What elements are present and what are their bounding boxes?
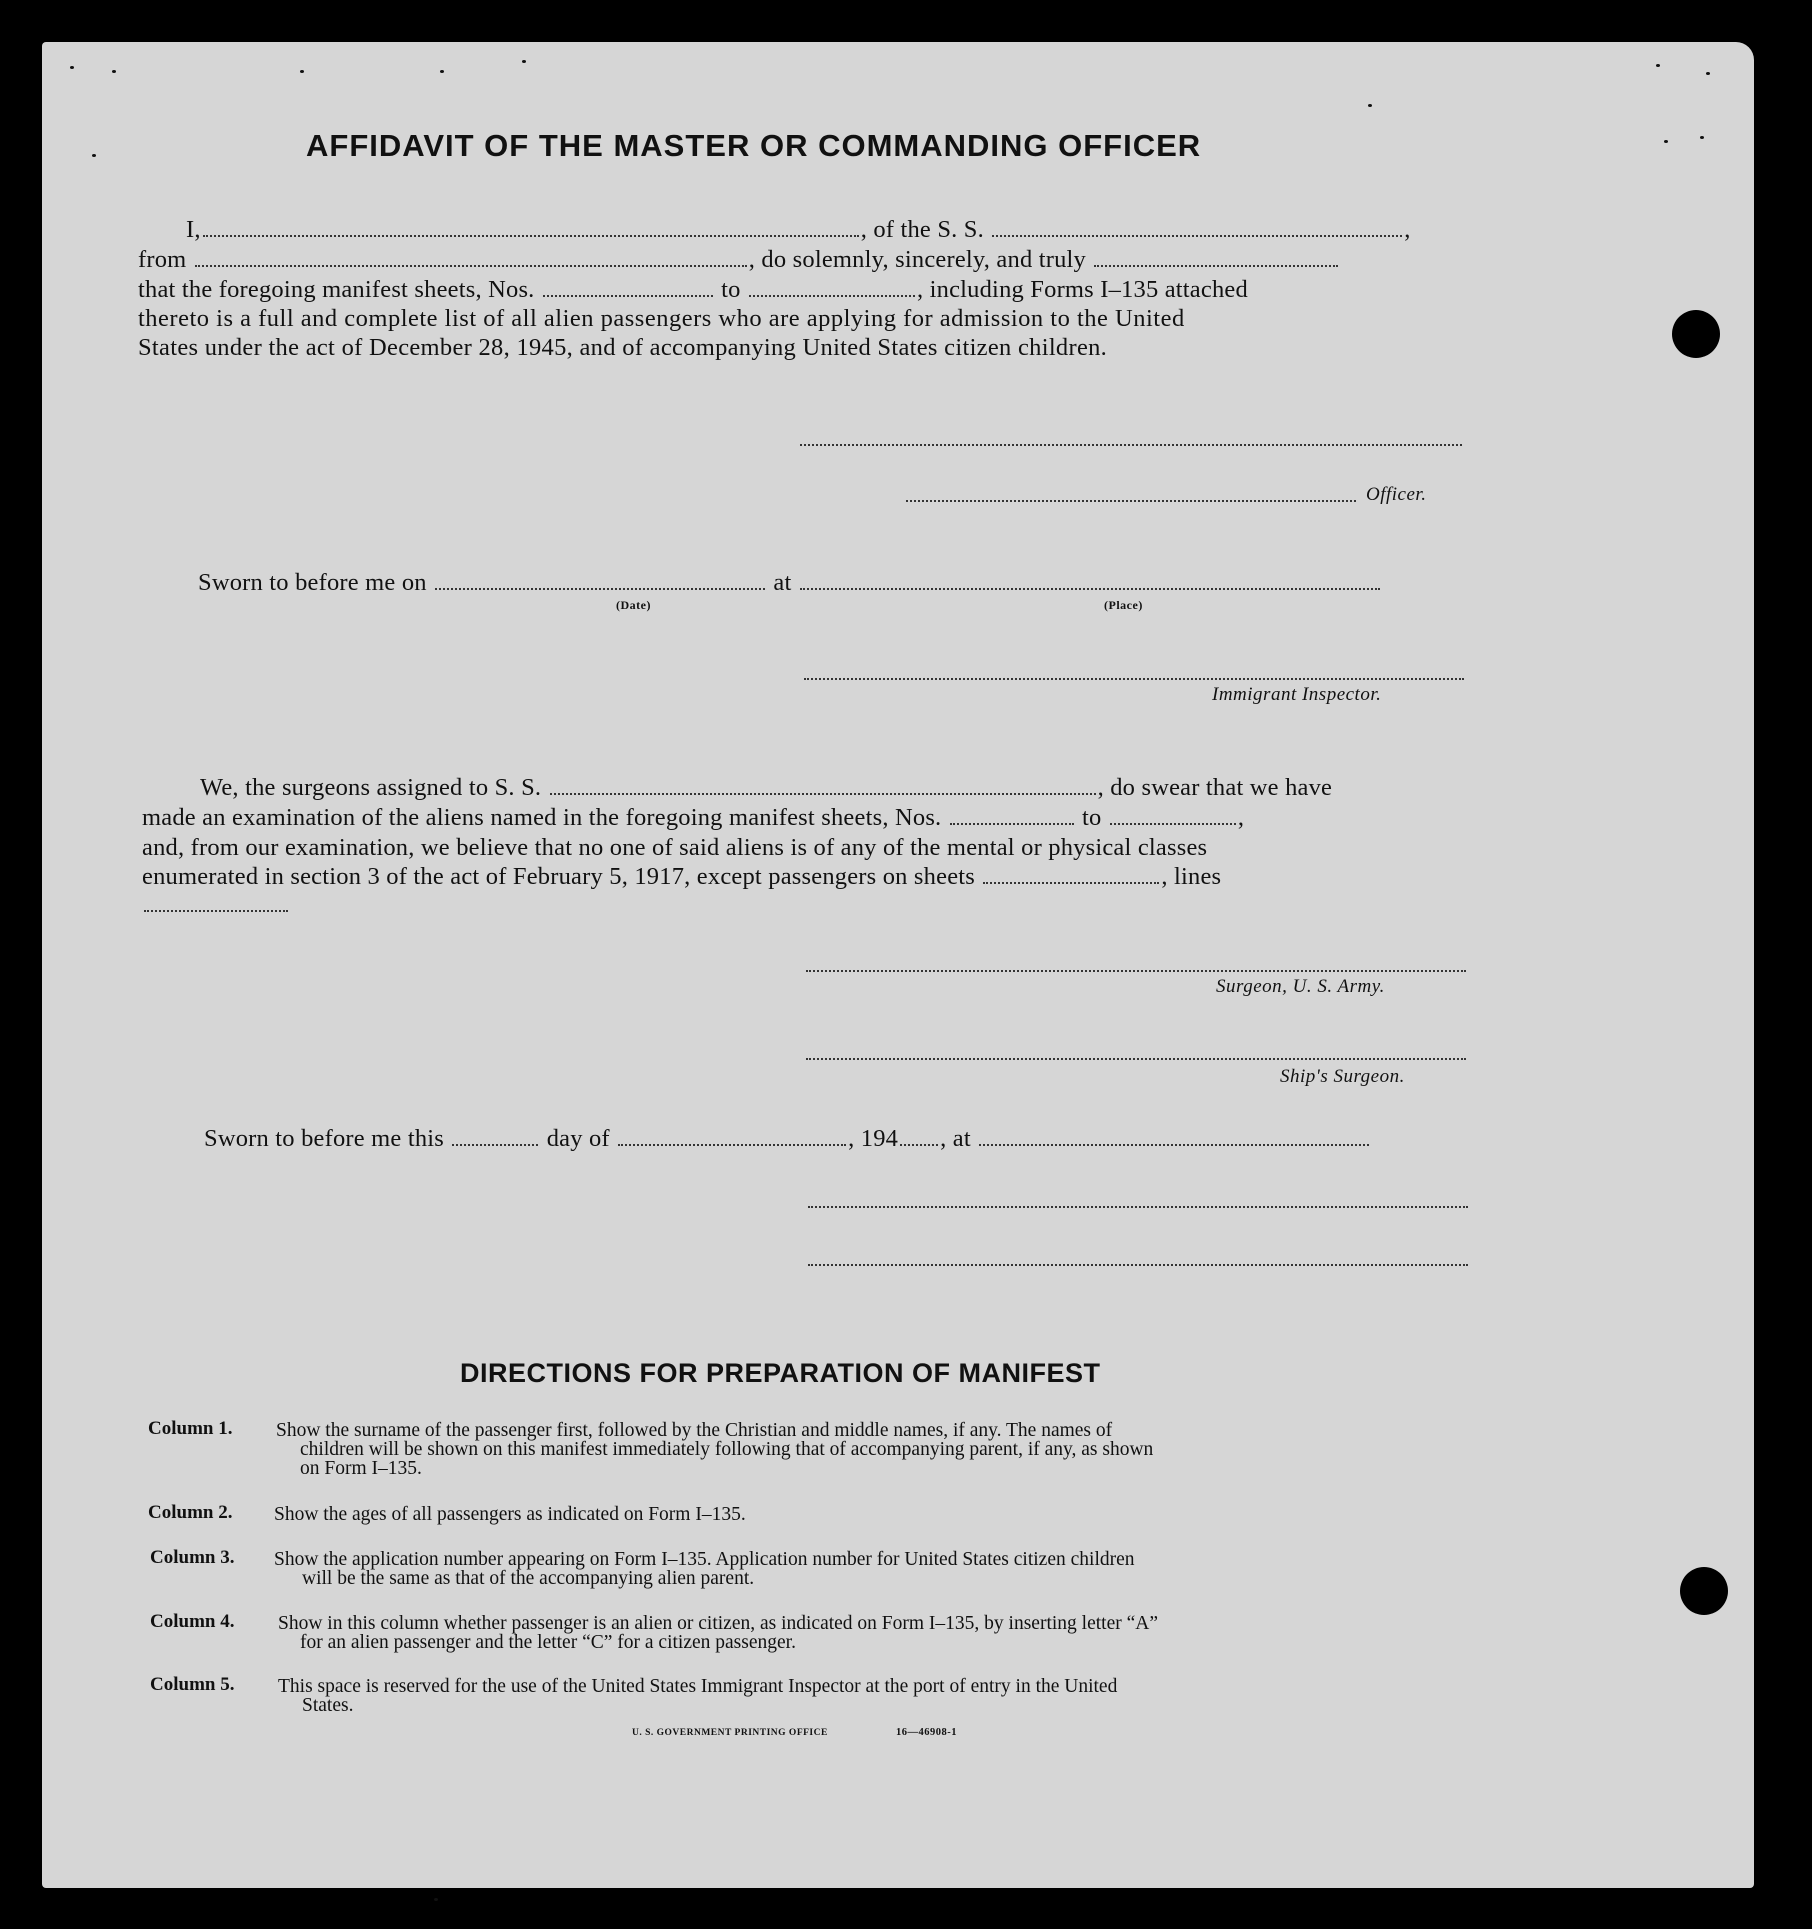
officer-signature-line[interactable] [800,444,1462,446]
surgeons-ship-field[interactable] [550,792,1096,795]
speck [434,1898,438,1901]
affidavit-line-4: thereto is a full and complete list of all alien passengers who are applying for admission to the United [138,305,1185,332]
speck [300,70,304,73]
text: I, [186,216,201,243]
direction-text: will be the same as that of the accompanying alien parent. [302,1568,755,1589]
speck [522,60,526,63]
speck [440,70,444,73]
column-label: Column 2. [148,1502,233,1523]
punch-hole-bottom [1680,1567,1728,1615]
sheets-to-field[interactable] [749,294,915,297]
text: , [1237,804,1245,831]
sworn-place-field[interactable] [800,587,1380,590]
text: made an examination of the aliens named in the foregoing manifest sheets, Nos. [142,804,942,831]
speck [112,70,116,73]
column-label: Column 4. [150,1611,235,1632]
text: day of [546,1125,610,1152]
place-caption: (Place) [1104,598,1143,612]
except-lines-field[interactable] [144,910,288,912]
sheets-from-field[interactable] [543,294,713,297]
army-surgeon-label: Surgeon, U. S. Army. [1216,976,1385,997]
officer-label: Officer. [1366,484,1427,505]
text: We, the surgeons assigned to S. S. [200,774,542,801]
officer-title-line[interactable] [906,500,1356,502]
inspector-signature-line[interactable] [804,678,1464,680]
text: at [773,569,792,596]
affidavit-line-3 [138,276,1248,304]
surgeons-sheets-from-field[interactable] [950,822,1074,825]
directions-title: DIRECTIONS FOR PREPARATION OF MANIFEST [460,1358,1101,1388]
column-label: Column 5. [150,1674,235,1695]
surgeons-line-1 [200,774,1332,802]
army-surgeon-signature-line[interactable] [806,970,1466,972]
direction-text: children will be shown on this manifest immediately following that of accompanying parent, if any, as shown [300,1439,1154,1460]
direction-text: Show the application number appearing on Form I–135. Application number for United States citizen children [274,1549,1135,1570]
text: , 194 [848,1125,899,1152]
direction-text: for an alien passenger and the letter “C” for a citizen passenger. [300,1632,796,1653]
text: to [721,276,741,303]
text: , of the S. S. [860,216,984,243]
direction-text: Show the surname of the passenger first, followed by the Christian and middle names, if any. The names of [276,1420,1113,1441]
text: Sworn to before me on [198,569,427,596]
master-name-field[interactable] [203,234,859,237]
affidavit-line-5: States under the act of December 28, 1945, and of accompanying United States citizen children. [138,334,1108,361]
ship-name-field[interactable] [992,234,1402,237]
date-caption: (Date) [616,598,651,612]
direction-text: States. [302,1695,354,1716]
speck [1656,64,1660,67]
surgeons-line-2 [142,804,1244,832]
except-sheets-field[interactable] [983,881,1159,884]
speck [1664,140,1668,143]
official-signature-line-1[interactable] [808,1206,1468,1208]
printer-imprint: U. S. GOVERNMENT PRINTING OFFICE [632,1728,828,1738]
speck [92,154,96,157]
sworn-year-field[interactable] [900,1143,938,1146]
direction-text: Show the ages of all passengers as indicated on Form I–135. [274,1504,746,1525]
direction-text: This space is reserved for the use of the United States Immigrant Inspector at the port of entry in the United [278,1676,1118,1697]
speck [70,66,74,69]
text: that the foregoing manifest sheets, Nos. [138,276,535,303]
text: , at [940,1125,971,1152]
surgeons-line-4 [142,863,1221,891]
affidavit-title: AFFIDAVIT OF THE MASTER OR COMMANDING OFFICER [306,128,1202,163]
text: , [1404,216,1411,243]
speck [1368,104,1372,107]
text: to [1082,804,1102,831]
sworn-month-field[interactable] [618,1143,846,1146]
sworn-place-field-2[interactable] [979,1143,1369,1146]
text: , do solemnly, sincerely, and truly [748,246,1086,273]
text: , including Forms I–135 attached [916,276,1248,303]
direction-text: on Form I–135. [300,1458,422,1479]
inspector-label: Immigrant Inspector. [1212,684,1382,705]
surgeons-line-3: and, from our examination, we believe that no one of said aliens is of any of the mental or physical classes [142,834,1208,861]
port-from-field[interactable] [195,264,747,267]
affidavit-line-2 [138,246,1340,274]
column-label: Column 1. [148,1418,233,1439]
speck [1700,136,1704,139]
punch-hole-top [1672,310,1720,358]
speck [1706,72,1710,75]
surgeons-sheets-to-field[interactable] [1110,822,1236,825]
text: Sworn to before me this [204,1125,445,1152]
sworn-day-field[interactable] [452,1143,538,1146]
text: , lines [1161,863,1222,890]
sworn-date-field[interactable] [435,587,765,590]
ship-surgeon-signature-line[interactable] [806,1058,1466,1060]
sworn-line-2 [204,1125,1371,1153]
sworn-line-1 [198,569,1382,597]
ship-surgeon-label: Ship's Surgeon. [1280,1066,1405,1087]
form-number: 16—46908-1 [896,1727,957,1738]
text: enumerated in section 3 of the act of February 5, 1917, except passengers on sheets [142,863,976,890]
direction-text: Show in this column whether passenger is an alien or citizen, as indicated on Form I–135, by inserting letter “A” [278,1613,1158,1634]
column-label: Column 3. [150,1547,235,1568]
oath-type-field[interactable] [1094,264,1338,267]
affidavit-line-1 [186,216,1411,244]
text: , do swear that we have [1097,774,1333,801]
text: from [138,246,187,273]
official-signature-line-2[interactable] [808,1264,1468,1266]
